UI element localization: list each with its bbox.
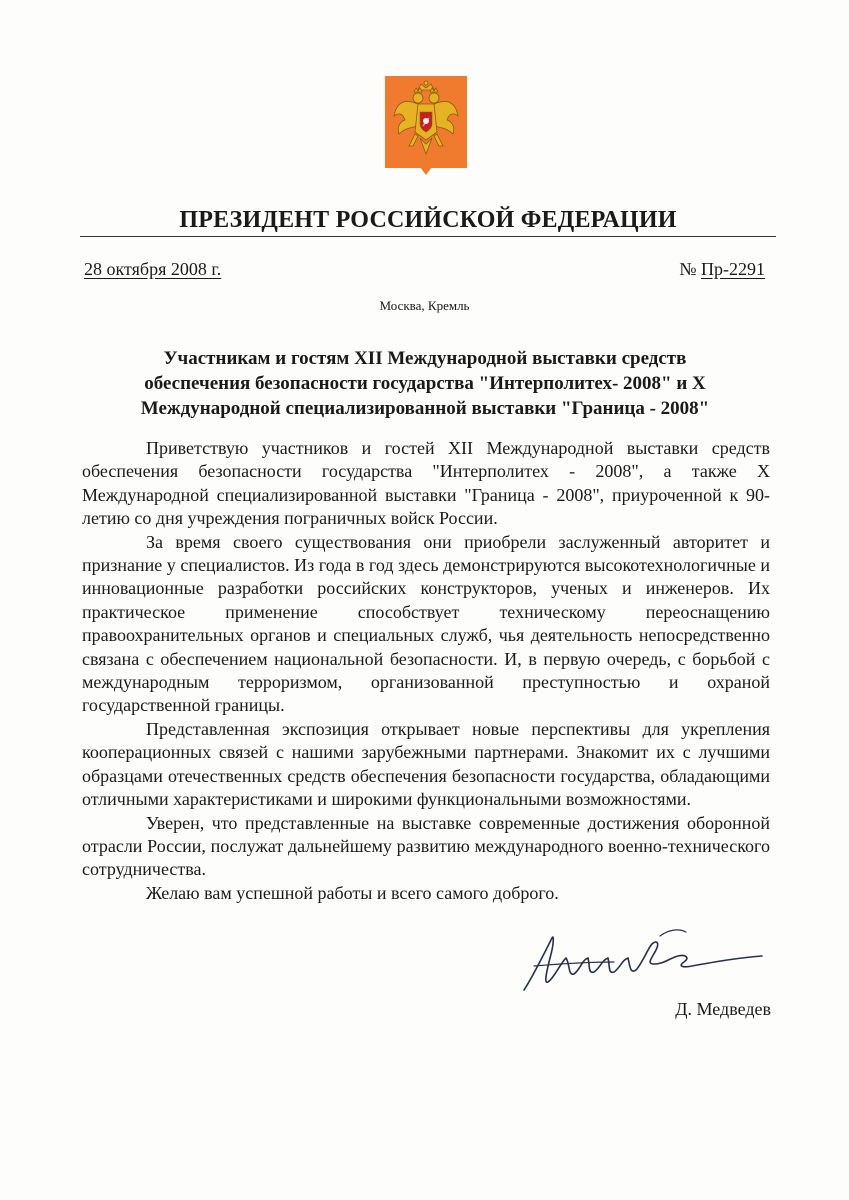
- letter-body: [82, 437, 770, 905]
- emblem-notch: [420, 167, 432, 175]
- body-paragraph: Уверен, что представленные на выставке современные достижения оборонной отрасли России, послужат дальнейшему развитию международного военно-технического сотрудничества.: [82, 812, 770, 880]
- handwritten-signature: [518, 918, 768, 1000]
- letter-number: [679, 259, 765, 280]
- body-paragraph: Представленная экспозиция открывает новые перспективы для укрепления кооперационных связей с нашими зарубежными партнерами. Знакомит их с лучшими образцами отечественных средств обеспечения безопасности государства, обладающими отличными характеристиками и широкими функциональными возможностями.: [82, 718, 770, 810]
- signer-name: Д. Медведев: [675, 999, 771, 1019]
- letterhead-rule: [80, 236, 776, 237]
- letter-number-value: Пр-2291: [701, 259, 765, 279]
- heading-line: Участникам и гостям XII Международной выставки средств: [163, 348, 687, 369]
- body-paragraph: За время своего существования они приобрели заслуженный авторитет и признание у специалистов. Из года в год здесь демонстрируются высокотехнологичные и инновационные разработки российских конструкторов, ученых и инженеров. Их практическое применение способствует техническому переоснащению правоохранительных органов и специальных служб, чья деятельность непосредственно связана с обеспечением национальной безопасности. И, в первую очередь, с борьбой с международным терроризмом, организованной преступностью и охраной государственной границы.: [82, 531, 770, 716]
- heading-line: Международной специализированной выставки "Граница - 2008": [140, 398, 710, 419]
- letter-heading: [90, 346, 760, 421]
- letter-date: 28 октября 2008 г.: [84, 259, 222, 279]
- heading-line: обеспечения безопасности государства "Интерполитех- 2008" и X: [144, 373, 706, 394]
- letterhead-title: ПРЕЗИДЕНТ РОССИЙСКОЙ ФЕДЕРАЦИИ: [179, 207, 677, 233]
- letter-place: Москва, Кремль: [379, 298, 470, 313]
- body-paragraph: Желаю вам успешной работы и всего самого доброго.: [146, 882, 559, 903]
- body-paragraph: Приветствую участников и гостей XII Международной выставки средств обеспечения безопасности государства "Интерполитех - 2008", а также X Международной специализированной выставки "Граница - 2008", приуроченной к 90-летию со дня учреждения пограничных войск России.: [82, 438, 770, 529]
- letter-number-prefix: №: [679, 259, 697, 279]
- coat-of-arms-icon: [385, 76, 467, 168]
